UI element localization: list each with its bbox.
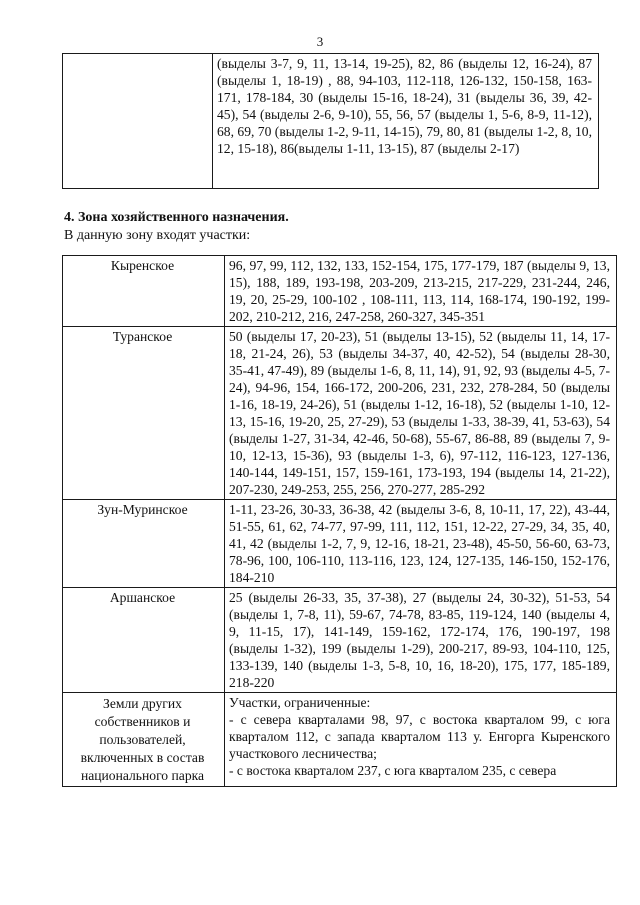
plots-cell: (выделы 3-7, 9, 11, 13-14, 19-25), 82, 86 (выделы 12, 16-24), 87 (выделы 1, 18-19) , 88, 94-103, 112-118, 126-132, 150-158, 163-171, 178-184, 30 (выделы 15-16, 18-24), 31 (выделы 36, 39, 42-45), 54 (выделы 2-6, 9-10), 55, 56, 57 (выделы 1, 5-6, 8-9, 11-12), 68, 69, 70 (выделы 1-2, 9-11, 14-15), 79, 80, 81 (выделы 1-2, 8, 10, 12, 15-18), 86(выделы 1-11, 13-15), 87 (выделы 2-17) [213,54,599,189]
plots-cell: 1-11, 23-26, 30-33, 36-38, 42 (выделы 3-6, 8, 10-11, 17, 22), 43-44, 51-55, 61, 62, 74-77, 97-99, 111, 112, 151, 12-22, 27-29, 34, 35, 40, 41, 42 (выделы 1-2, 7, 9, 12-16, 18-21, 23-48), 45-50, 56-60, 63-73, 78-96, 100, 106-110, 113-116, 123, 124, 127-135, 146-150, 152-176, 184-210 [225,500,617,588]
table-row [63,693,617,787]
continuation-table [62,53,599,189]
table-row [63,327,617,500]
plots-cell: 96, 97, 99, 112, 132, 133, 152-154, 175, 177-179, 187 (выделы 9, 13, 15), 188, 189, 193-198, 203-209, 213-215, 217-229, 231-244, 246, 19, 20, 25-29, 100-102 , 108-111, 113, 114, 168-174, 190-192, 199-202, 210-212, 216, 247-258, 260-327, 345-351 [225,256,617,327]
boundary-text: Участки, ограниченные: [229,695,371,710]
empty-name-cell [63,54,213,189]
name-line: включенных в состав [80,750,205,765]
forestry-name: Аршанское [63,588,225,693]
table-row [63,588,617,693]
forestry-name: Зун-Муринское [63,500,225,588]
name-line: пользователей, [99,732,186,747]
plots-cell: 25 (выделы 26-33, 35, 37-38), 27 (выделы 24, 30-32), 51-53, 54 (выделы 1, 7-8, 11), 59-67, 74-78, 83-85, 119-124, 140 (выделы 4, 9, 11-15, 17), 141-149, 159-162, 172-174, 176, 190-197, 198 (выделы 1-32), 199 (выделы 1-29), 200-217, 89-93, 104-110, 125, 133-139, 140 (выделы 1-3, 5-8, 10, 16, 18-20), 175, 177, 185-189, 218-220 [225,588,617,693]
table-row [63,500,617,588]
boundaries-cell [225,693,617,787]
boundary-text: - с севера кварталами 98, 97, с востока кварталом 99, с юга кварталом 112, с запада кварталом 113 у. Енгорга Кыренского участкового лесничества; [229,712,610,761]
name-line: Земли других [103,696,182,711]
zone-table [62,255,617,787]
plots-cell: 50 (выделы 17, 20-23), 51 (выделы 13-15), 52 (выделы 11, 14, 17-18, 21-24, 26), 53 (выделы 34-37, 40, 42-52), 54 (выделы 28-30, 35-41, 47-49), 89 (выделы 1-6, 8, 11, 14), 91, 92, 93 (выделы 4-5, 7-24), 94-96, 154, 166-172, 200-206, 231, 232, 278-284, 50 (выделы 1-16, 18-19, 24-26), 51 (выделы 1-12, 16-18), 52 (выделы 1-10, 12-13, 15-16, 19-20, 25, 27-29), 53 (выделы 1-33, 38-39, 41, 53-63), 54 (выделы 1-27, 31-34, 42-46, 50-68), 55-67, 86-88, 89 (выделы 7, 9-10, 12-13, 15-36), 93 (выделы 1-3, 6), 97-112, 116-123, 127-136, 140-144, 149-151, 157, 159-161, 173-193, 194 (выделы 14, 21-22), 207-230, 249-253, 255, 256, 270-277, 285-292 [225,327,617,500]
table-row [63,256,617,327]
name-line: национального парка [80,768,205,783]
boundary-text: - с востока кварталом 237, с юга кварталом 235, с севера [229,763,557,778]
other-lands-name [63,693,225,787]
forestry-name: Туранское [63,327,225,500]
table-row [63,54,599,189]
name-line: собственников и [94,714,191,729]
page-number: 3 [316,34,324,49]
section-heading: 4. Зона хозяйственного назначения. [64,210,289,225]
section-intro: В данную зону входят участки: [64,228,251,243]
forestry-name: Кыренское [63,256,225,327]
